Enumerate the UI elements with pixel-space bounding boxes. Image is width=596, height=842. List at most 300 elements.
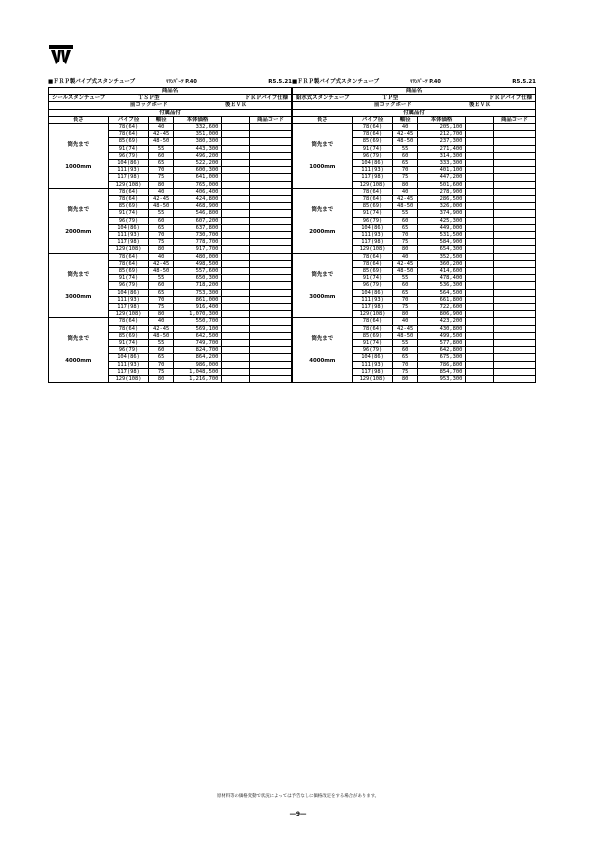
product-code-cell xyxy=(493,217,535,224)
product-code-cell xyxy=(493,152,535,159)
pipe-diameter-cell: 85(69) xyxy=(352,203,393,210)
length-cell xyxy=(293,188,353,253)
product-code-cell xyxy=(493,210,535,217)
empty-cell xyxy=(222,239,250,246)
price-cell: 522,200 xyxy=(173,160,222,167)
product-code-cell xyxy=(249,282,291,289)
pipe-diameter-cell: 104(86) xyxy=(352,160,393,167)
empty-cell xyxy=(222,332,250,339)
pipe-diameter-cell: 91(74) xyxy=(108,210,149,217)
empty-cell xyxy=(466,275,494,282)
price-cell: 642,800 xyxy=(417,347,466,354)
pipe-diameter-cell: 85(69) xyxy=(352,268,393,275)
price-cell: 314,300 xyxy=(417,152,466,159)
pipe-diameter-cell: 104(86) xyxy=(108,224,149,231)
product-name-header: 商品名 xyxy=(49,88,292,95)
catalog-reference: ﾏﾘﾝﾊﾟｰﾂ P.40 xyxy=(410,79,441,85)
length-value: 2000mm xyxy=(309,228,336,235)
shaft-diameter-cell: 40 xyxy=(149,253,173,260)
length-value: 4000mm xyxy=(65,358,92,365)
shaft-diameter-cell: 40 xyxy=(393,123,417,130)
price-cell: 212,700 xyxy=(417,131,466,138)
price-cell: 584,900 xyxy=(417,239,466,246)
shaft-diameter-cell: 60 xyxy=(149,152,173,159)
shaft-diameter-cell: 55 xyxy=(149,275,173,282)
price-cell: 278,900 xyxy=(417,188,466,195)
length-label: 筒先まで xyxy=(67,141,90,148)
empty-cell xyxy=(222,311,250,318)
empty-cell xyxy=(222,325,250,332)
col-header-price: 本体価格 xyxy=(417,116,466,123)
shaft-diameter-cell: 70 xyxy=(393,232,417,239)
length-label: 筒先まで xyxy=(311,141,334,148)
pipe-diameter-cell: 129(108) xyxy=(352,376,393,383)
price-cell: 917,700 xyxy=(173,246,222,253)
price-cell: 550,700 xyxy=(173,318,222,325)
empty-cell xyxy=(222,340,250,347)
col-header-empty xyxy=(466,116,494,123)
shaft-diameter-cell: 42-45 xyxy=(393,260,417,267)
pipe-diameter-cell: 129(108) xyxy=(108,246,149,253)
price-cell: 718,200 xyxy=(173,282,222,289)
price-cell: 237,300 xyxy=(417,138,466,145)
empty-cell xyxy=(466,311,494,318)
shaft-diameter-cell: 60 xyxy=(393,347,417,354)
empty-cell xyxy=(222,376,250,383)
shaft-diameter-cell: 42-45 xyxy=(149,196,173,203)
product-name-header: 商品名 xyxy=(293,88,536,95)
pipe-diameter-cell: 85(69) xyxy=(352,138,393,145)
empty-cell xyxy=(222,354,250,361)
col-header-shaft: 軸径 xyxy=(149,116,173,123)
empty-cell xyxy=(466,123,494,130)
length-cell xyxy=(49,253,109,318)
col-header-length: 長さ xyxy=(293,116,353,123)
price-cell: 654,300 xyxy=(417,246,466,253)
price-cell: 953,300 xyxy=(417,376,466,383)
product-code-cell xyxy=(493,181,535,188)
product-code-cell xyxy=(249,239,291,246)
product-code-cell xyxy=(493,232,535,239)
empty-cell xyxy=(466,354,494,361)
product-code-cell xyxy=(249,210,291,217)
price-cell: 854,700 xyxy=(417,368,466,375)
empty-cell xyxy=(466,246,494,253)
empty-cell xyxy=(222,275,250,282)
pipe-diameter-cell: 104(86) xyxy=(108,289,149,296)
empty-cell xyxy=(222,174,250,181)
shaft-diameter-cell: 75 xyxy=(149,239,173,246)
product-code-cell xyxy=(493,296,535,303)
product-spec: ＦＲＰパイプ仕様 xyxy=(489,95,532,102)
length-value: 2000mm xyxy=(65,228,92,235)
product-code-cell xyxy=(493,203,535,210)
product-code-cell xyxy=(249,138,291,145)
pipe-diameter-cell: 85(69) xyxy=(108,268,149,275)
table-row xyxy=(49,188,292,195)
empty-cell xyxy=(222,203,250,210)
empty-cell xyxy=(466,232,494,239)
pipe-diameter-cell: 96(79) xyxy=(352,282,393,289)
empty-cell xyxy=(466,152,494,159)
empty-cell xyxy=(466,340,494,347)
empty-cell xyxy=(466,253,494,260)
price-cell: 650,300 xyxy=(173,275,222,282)
shaft-diameter-cell: 70 xyxy=(149,232,173,239)
product-code-cell xyxy=(249,232,291,239)
empty-cell xyxy=(466,145,494,152)
shaft-diameter-cell: 65 xyxy=(393,289,417,296)
empty-cell xyxy=(466,376,494,383)
product-code-cell xyxy=(493,304,535,311)
pipe-diameter-cell: 78(64) xyxy=(108,260,149,267)
length-cell xyxy=(293,253,353,318)
length-cell xyxy=(49,123,109,188)
empty-cell xyxy=(222,160,250,167)
col-header-length: 長さ xyxy=(49,116,109,123)
length-label: 筒先まで xyxy=(67,206,90,213)
shaft-diameter-cell: 60 xyxy=(149,347,173,354)
product-code-cell xyxy=(249,311,291,318)
pipe-diameter-cell: 91(74) xyxy=(108,275,149,282)
front-fitting: 前コックボード xyxy=(374,102,412,109)
price-cell: 478,400 xyxy=(417,275,466,282)
product-code-cell xyxy=(249,340,291,347)
shaft-diameter-cell: 60 xyxy=(393,152,417,159)
price-cell: 564,500 xyxy=(417,289,466,296)
product-code-cell xyxy=(249,347,291,354)
empty-cell xyxy=(222,131,250,138)
pipe-diameter-cell: 91(74) xyxy=(108,145,149,152)
rear-fitting: 後ＥＶＲ xyxy=(469,102,491,109)
product-code-cell xyxy=(493,354,535,361)
pipe-diameter-cell: 111(93) xyxy=(108,361,149,368)
product-code-cell xyxy=(249,246,291,253)
product-code-cell xyxy=(249,260,291,267)
price-cell: 637,800 xyxy=(173,224,222,231)
page-number: ―9― xyxy=(289,811,307,818)
empty-cell xyxy=(466,188,494,195)
panel-title: ■ＦＲＰ製パイプ式スタンチューブ xyxy=(292,79,380,85)
pipe-diameter-cell: 117(98) xyxy=(352,174,393,181)
shaft-diameter-cell: 80 xyxy=(393,311,417,318)
product-code-cell xyxy=(493,131,535,138)
pipe-diameter-cell: 78(64) xyxy=(352,196,393,203)
price-cell: 806,900 xyxy=(417,311,466,318)
product-code-cell xyxy=(249,196,291,203)
product-code-cell xyxy=(493,332,535,339)
length-cell xyxy=(49,318,109,383)
product-code-cell xyxy=(493,275,535,282)
empty-cell xyxy=(466,332,494,339)
price-cell: 449,000 xyxy=(417,224,466,231)
shaft-diameter-cell: 55 xyxy=(393,210,417,217)
col-header-pipe: パイプ径 xyxy=(108,116,149,123)
pipe-diameter-cell: 78(64) xyxy=(108,123,149,130)
product-code-cell xyxy=(249,268,291,275)
price-cell: 447,200 xyxy=(417,174,466,181)
shaft-diameter-cell: 75 xyxy=(393,368,417,375)
empty-cell xyxy=(466,268,494,275)
product-code-cell xyxy=(493,224,535,231)
price-cell: 861,000 xyxy=(173,296,222,303)
pipe-diameter-cell: 129(108) xyxy=(352,246,393,253)
product-code-cell xyxy=(493,268,535,275)
price-cell: 425,300 xyxy=(417,217,466,224)
panel-title: ■ＦＲＰ製パイプ式スタンチューブ xyxy=(48,79,136,85)
product-code-cell xyxy=(249,131,291,138)
pipe-diameter-cell: 104(86) xyxy=(352,224,393,231)
pipe-diameter-cell: 117(98) xyxy=(352,368,393,375)
empty-cell xyxy=(466,296,494,303)
product-code-cell xyxy=(493,253,535,260)
pipe-diameter-cell: 117(98) xyxy=(352,304,393,311)
pipe-diameter-cell: 104(86) xyxy=(108,160,149,167)
product-code-cell xyxy=(249,217,291,224)
product-name: シールスタンチューブ xyxy=(52,95,106,102)
pipe-diameter-cell: 78(64) xyxy=(352,318,393,325)
product-code-cell xyxy=(493,246,535,253)
panel-header xyxy=(292,78,536,87)
price-cell: 360,200 xyxy=(417,260,466,267)
pipe-diameter-cell: 78(64) xyxy=(108,188,149,195)
shaft-diameter-cell: 70 xyxy=(393,296,417,303)
product-code-cell xyxy=(249,275,291,282)
empty-cell xyxy=(466,239,494,246)
price-cell: 577,800 xyxy=(417,340,466,347)
price-cell: 600,300 xyxy=(173,167,222,174)
shaft-diameter-cell: 80 xyxy=(149,376,173,383)
table-row xyxy=(49,123,292,130)
col-header-code: 商品コード xyxy=(493,116,535,123)
shaft-diameter-cell: 80 xyxy=(393,181,417,188)
empty-cell xyxy=(466,210,494,217)
pipe-diameter-cell: 129(108) xyxy=(352,311,393,318)
empty-cell xyxy=(466,138,494,145)
product-code-cell xyxy=(493,347,535,354)
accessory-note: 付属品付 xyxy=(293,109,536,116)
pipe-diameter-cell: 129(108) xyxy=(108,181,149,188)
price-cell: 286,500 xyxy=(417,196,466,203)
empty-cell xyxy=(222,181,250,188)
shaft-diameter-cell: 75 xyxy=(149,368,173,375)
price-cell: 607,200 xyxy=(173,217,222,224)
empty-cell xyxy=(222,268,250,275)
table-row xyxy=(293,123,536,130)
empty-cell xyxy=(222,246,250,253)
product-spec: ＦＲＰパイプ仕様 xyxy=(245,95,288,102)
length-label: 筒先まで xyxy=(67,336,90,343)
shaft-diameter-cell: 48-50 xyxy=(393,268,417,275)
product-code-cell xyxy=(493,188,535,195)
table-row xyxy=(293,188,536,195)
front-fitting: 前コックボード xyxy=(130,102,168,109)
product-code-cell xyxy=(493,145,535,152)
col-header-shaft: 軸径 xyxy=(393,116,417,123)
price-cell: 380,300 xyxy=(173,138,222,145)
table-row xyxy=(49,318,292,325)
price-panel-right xyxy=(292,78,536,383)
empty-cell xyxy=(222,304,250,311)
empty-cell xyxy=(466,318,494,325)
shaft-diameter-cell: 65 xyxy=(393,354,417,361)
shaft-diameter-cell: 65 xyxy=(149,354,173,361)
product-code-cell xyxy=(493,340,535,347)
pipe-diameter-cell: 78(64) xyxy=(352,131,393,138)
price-cell: 753,300 xyxy=(173,289,222,296)
price-cell: 406,400 xyxy=(173,188,222,195)
price-cell: 730,700 xyxy=(173,232,222,239)
shaft-diameter-cell: 60 xyxy=(393,282,417,289)
pipe-diameter-cell: 96(79) xyxy=(352,152,393,159)
shaft-diameter-cell: 80 xyxy=(149,181,173,188)
shaft-diameter-cell: 42-45 xyxy=(393,196,417,203)
price-cell: 443,300 xyxy=(173,145,222,152)
table-row xyxy=(293,318,536,325)
product-code-cell xyxy=(249,318,291,325)
product-code-cell xyxy=(249,123,291,130)
empty-cell xyxy=(466,289,494,296)
shaft-diameter-cell: 42-45 xyxy=(149,131,173,138)
length-cell xyxy=(293,123,353,188)
empty-cell xyxy=(222,210,250,217)
product-sub-row xyxy=(293,102,536,109)
pipe-diameter-cell: 117(98) xyxy=(352,239,393,246)
product-code-cell xyxy=(493,160,535,167)
shaft-diameter-cell: 48-50 xyxy=(393,203,417,210)
product-sub-row xyxy=(49,102,292,109)
price-cell: 765,000 xyxy=(173,181,222,188)
company-logo xyxy=(48,44,74,66)
shaft-diameter-cell: 48-50 xyxy=(393,138,417,145)
rear-fitting: 後ＥＶＲ xyxy=(225,102,247,109)
shaft-diameter-cell: 80 xyxy=(149,311,173,318)
shaft-diameter-cell: 75 xyxy=(149,174,173,181)
empty-cell xyxy=(222,217,250,224)
price-cell: 824,700 xyxy=(173,347,222,354)
pipe-diameter-cell: 111(93) xyxy=(352,296,393,303)
shaft-diameter-cell: 55 xyxy=(149,210,173,217)
col-header-empty xyxy=(222,116,250,123)
product-code-cell xyxy=(249,354,291,361)
pipe-diameter-cell: 78(64) xyxy=(108,131,149,138)
pipe-diameter-cell: 129(108) xyxy=(108,376,149,383)
shaft-diameter-cell: 65 xyxy=(149,224,173,231)
product-code-cell xyxy=(249,152,291,159)
accessory-note: 付属品付 xyxy=(49,109,292,116)
pipe-diameter-cell: 104(86) xyxy=(352,289,393,296)
shaft-diameter-cell: 55 xyxy=(393,275,417,282)
pipe-diameter-cell: 78(64) xyxy=(108,253,149,260)
empty-cell xyxy=(222,282,250,289)
shaft-diameter-cell: 65 xyxy=(393,160,417,167)
length-label: 筒先まで xyxy=(311,206,334,213)
shaft-diameter-cell: 42-45 xyxy=(393,131,417,138)
pipe-diameter-cell: 96(79) xyxy=(352,217,393,224)
price-cell: 374,900 xyxy=(417,210,466,217)
shaft-diameter-cell: 48-50 xyxy=(149,203,173,210)
price-cell: 675,300 xyxy=(417,354,466,361)
price-table xyxy=(48,87,292,383)
product-spec-row xyxy=(49,95,292,102)
pipe-diameter-cell: 91(74) xyxy=(352,145,393,152)
product-code-cell xyxy=(249,188,291,195)
product-code-cell xyxy=(493,167,535,174)
empty-cell xyxy=(466,347,494,354)
length-value: 1000mm xyxy=(309,163,336,170)
product-code-cell xyxy=(493,239,535,246)
pipe-diameter-cell: 91(74) xyxy=(352,340,393,347)
empty-cell xyxy=(466,196,494,203)
empty-cell xyxy=(222,224,250,231)
empty-cell xyxy=(466,325,494,332)
price-cell: 333,300 xyxy=(417,160,466,167)
table-row xyxy=(293,253,536,260)
product-code-cell xyxy=(493,260,535,267)
table-row xyxy=(49,253,292,260)
col-header-code: 商品コード xyxy=(249,116,291,123)
pipe-diameter-cell: 91(74) xyxy=(352,210,393,217)
shaft-diameter-cell: 48-50 xyxy=(149,268,173,275)
price-cell: 569,100 xyxy=(173,325,222,332)
col-header-price: 本体価格 xyxy=(173,116,222,123)
price-cell: 786,800 xyxy=(417,361,466,368)
product-code-cell xyxy=(249,167,291,174)
price-cell: 531,500 xyxy=(417,232,466,239)
product-code-cell xyxy=(493,368,535,375)
pipe-diameter-cell: 111(93) xyxy=(108,232,149,239)
empty-cell xyxy=(222,232,250,239)
product-code-cell xyxy=(249,253,291,260)
product-code-cell xyxy=(493,325,535,332)
panel-header xyxy=(48,78,292,87)
price-cell: 332,600 xyxy=(173,123,222,130)
price-cell: 661,800 xyxy=(417,296,466,303)
catalog-reference: ﾏﾘﾝﾊﾟｰﾂ P.40 xyxy=(166,79,197,85)
pipe-diameter-cell: 111(93) xyxy=(108,296,149,303)
pipe-diameter-cell: 117(98) xyxy=(108,239,149,246)
price-cell: 205,100 xyxy=(417,123,466,130)
price-cell: 352,500 xyxy=(417,253,466,260)
pipe-diameter-cell: 96(79) xyxy=(108,282,149,289)
pipe-diameter-cell: 111(93) xyxy=(352,167,393,174)
product-code-cell xyxy=(493,361,535,368)
shaft-diameter-cell: 65 xyxy=(393,224,417,231)
product-code-cell xyxy=(493,174,535,181)
revision-date: R5.5.21 xyxy=(512,79,536,85)
shaft-diameter-cell: 60 xyxy=(149,217,173,224)
pipe-diameter-cell: 104(86) xyxy=(352,354,393,361)
length-label: 筒先まで xyxy=(311,271,334,278)
pipe-diameter-cell: 96(79) xyxy=(108,347,149,354)
empty-cell xyxy=(222,167,250,174)
pipe-diameter-cell: 111(93) xyxy=(352,361,393,368)
price-cell: 480,000 xyxy=(173,253,222,260)
empty-cell xyxy=(466,260,494,267)
price-cell: 722,600 xyxy=(417,304,466,311)
price-cell: 499,500 xyxy=(417,332,466,339)
product-code-cell xyxy=(493,123,535,130)
shaft-diameter-cell: 75 xyxy=(393,239,417,246)
pipe-diameter-cell: 91(74) xyxy=(352,275,393,282)
empty-cell xyxy=(222,260,250,267)
pipe-diameter-cell: 78(64) xyxy=(352,123,393,130)
length-value: 3000mm xyxy=(309,293,336,300)
empty-cell xyxy=(222,361,250,368)
price-cell: 496,200 xyxy=(173,152,222,159)
pipe-diameter-cell: 111(93) xyxy=(352,232,393,239)
product-spec-row xyxy=(293,95,536,102)
